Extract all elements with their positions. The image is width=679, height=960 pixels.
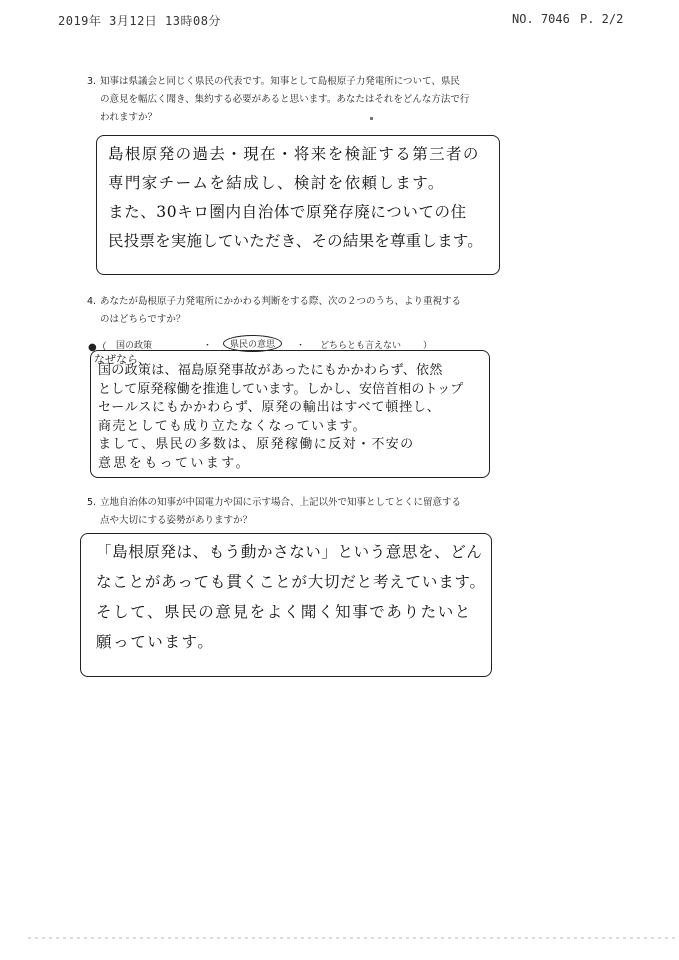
answer-5-line: なことがあっても貫くことが大切だと考えています。: [96, 573, 486, 591]
answer-4-line: まして、県民の多数は、原発稼働に反対・不安の: [98, 437, 415, 452]
answer-3-line: また、30キロ圏内自治体で原発存廃についての住: [108, 203, 467, 221]
question-3-line: 知事は県議会と同じく県民の代表です。知事として島根原子力発電所について、県民: [100, 76, 460, 87]
choice-separator: ・: [296, 341, 306, 351]
choice-close-bracket: ）: [423, 341, 433, 351]
fax-number: NO. 7046: [512, 12, 570, 26]
question-4-number: 4.: [87, 296, 97, 307]
choice-national-policy: 国の政策: [116, 341, 153, 351]
answer-4-line: 国の政策は、福島原発事故があったにもかかわらず、依然: [98, 363, 443, 378]
answer-4-line: セールスにもかかわらず、原発の輸出はすべて頓挫し、: [98, 400, 441, 415]
answer-5-line: 願っています。: [96, 633, 215, 651]
question-4-line: のはどちらですか？: [100, 314, 186, 325]
answer-3-line: 専門家チームを結成し、検討を依頼します。: [108, 174, 445, 192]
choice-neither: どちらとも言えない: [320, 341, 402, 351]
question-3-line: われますか？: [100, 112, 158, 123]
answer-4-line: 商売としても成り立たなくなっています。: [98, 418, 367, 434]
question-5-line: 立地自治体の知事が中国電力や国に示す場合、上記以外で知事としてとくに留意する: [100, 497, 462, 508]
answer-3-line: 島根原発の過去・現在・将来を検証する第三者の: [108, 145, 480, 163]
reason-label: なぜなら、: [94, 353, 149, 366]
question-3-line: の意見を幅広く聞き、集約する必要があると思います。あなたはそれをどんな方法で行: [100, 94, 470, 105]
question-4-line: あなたが島根原子力発電所にかかわる判断をする際、次の２つのうち、より重視する: [100, 296, 462, 307]
answer-3-line: 民投票を実施していただき、その結果を尊重します。: [108, 232, 483, 250]
answer-5-line: 「島根原発は、もう動かさない」という意思を、どん: [96, 543, 483, 561]
answer-5-line: そして、県民の意見をよく聞く知事でありたいと: [96, 603, 472, 621]
choice-prefecture-residents-will-selected: 県民の意思: [223, 335, 282, 352]
fax-page-number: P. 2/2: [580, 12, 624, 26]
question-3-number: 3.: [87, 76, 97, 87]
choice-separator: ・: [203, 341, 213, 351]
choice-open-bracket: ●（: [88, 342, 107, 353]
answer-4-line: 意思をもっています。: [98, 455, 251, 471]
question-5-line: 点や大切にする姿勢がありますか？: [100, 515, 253, 526]
fax-date-time: 2019年 3月12日 13時08分: [58, 14, 221, 28]
answer-4-line: として原発稼働を推進しています。しかし、安倍首相のトップ: [98, 381, 464, 397]
question-5-number: 5.: [87, 497, 97, 508]
